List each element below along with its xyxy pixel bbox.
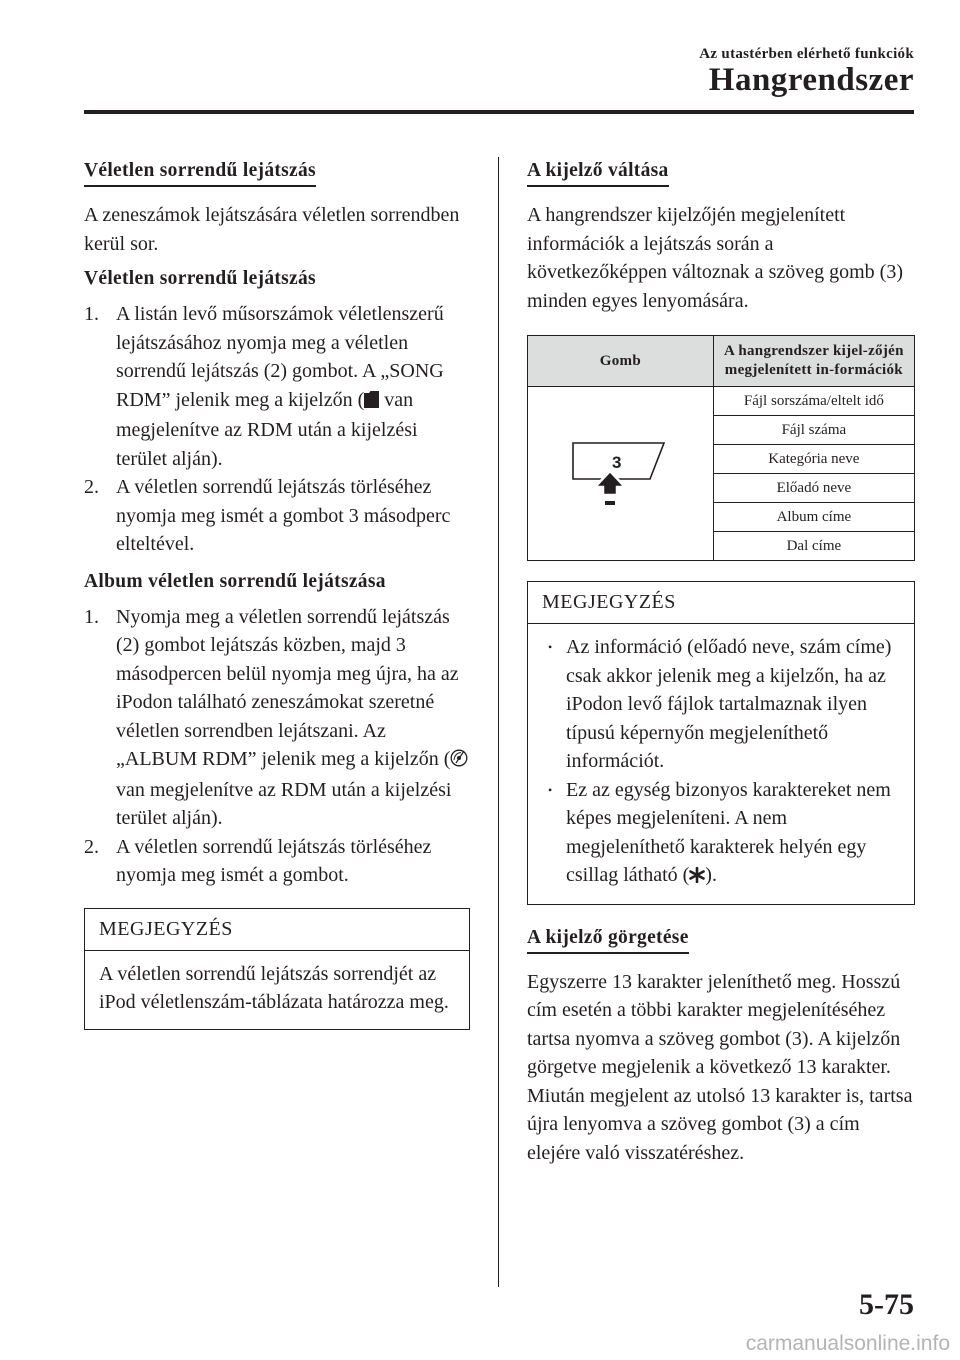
list-item: • Ez az egység bizonyos karaktereket nem képes megjeleníteni. A nem megjeleníthető karakterek helyén egy csillag látható ( ).: [542, 776, 900, 892]
text-button-illustration: [560, 421, 680, 521]
section-header: Az utastérben elérhető funkciók: [699, 46, 914, 62]
table-cell: Album címe: [713, 503, 914, 532]
album-random-steps: [84, 603, 470, 890]
list-item: • Az információ (előadó neve, szám címe) csak akkor jelenik meg a kijelzőn, ha az iPodon levő fájlok tartalmaznak ilyen típusú képernyőn megjeleníthető információt.: [542, 633, 900, 776]
watermark: carmanualsonline.info: [745, 1332, 950, 1355]
button-illustration-cell: [528, 387, 714, 561]
album-disc-icon: [450, 747, 468, 776]
song-random-steps: [84, 300, 470, 559]
display-info-table: [527, 335, 915, 561]
note-title: MEGJEGYZÉS: [528, 582, 914, 624]
left-column: [84, 160, 470, 1030]
table-cell: Előadó neve: [713, 474, 914, 503]
subheading-song-random: Véletlen sorrendű lejátszás: [84, 268, 316, 289]
column-divider: [498, 157, 499, 1287]
table-header-info: A hangrendszer kijel-zőjén megjelenített in-formációk: [713, 336, 914, 387]
note-body: [528, 624, 914, 904]
header-rule: [84, 110, 914, 114]
table-header-button: Gomb: [528, 336, 714, 387]
bullet-icon: •: [548, 640, 553, 654]
list-item: 1. A listán levő műsorszámok véletlenszerű lejátszásához nyomja meg a véletlen sorrendű lejátszás (2) gombot. A „SONG RDM” jelenik meg a kijelzőn ( van megjelenítve az RDM után a kijelzési terület alján).: [84, 303, 444, 470]
table-cell: Dal címe: [713, 532, 914, 561]
list-item: 2. A véletlen sorrendű lejátszás törléséhez nyomja meg ismét a gombot.: [84, 835, 432, 886]
press-arrow-icon: [595, 471, 625, 505]
note-body: A véletlen sorrendű lejátszás sorrendjét az iPod véletlenszám-táblázata határozza meg.: [99, 962, 449, 1013]
section-heading-scroll: A kijelző görgetése: [527, 927, 689, 954]
list-item: 2. A véletlen sorrendű lejátszás törléséhez nyomja meg ismét a gombot 3 másodperc elteltével.: [84, 476, 451, 555]
folder-icon: [364, 388, 379, 417]
table-cell: Fájl sorszáma/eltelt idő: [713, 387, 914, 416]
subheading-album-random: Album véletlen sorrendű lejátszása: [84, 570, 386, 592]
list-item: 1. Nyomja meg a véletlen sorrendű lejátszás (2) gombot lejátszás közben, majd 3 másodpercen belül nyomja meg újra, ha az iPodon található zeneszámokat szeretné véletlen sorrendben lejátszani. Az „ALBUM RDM” jelenik meg a kijelzőn ( van megjelenítve az RDM után a kijelzési terület alján).: [84, 603, 470, 833]
note-bullets: [542, 633, 900, 892]
note-box: [84, 908, 470, 1030]
bullet-icon: •: [548, 782, 553, 797]
right-column: [527, 160, 915, 1177]
table-row: [528, 387, 915, 416]
button-number-label: 3: [612, 453, 622, 472]
display-intro: A hangrendszer kijelzőjén megjelenített információk a lejátszás során a következőképpen változnak a szöveg gomb (3) minden egyes lenyomására.: [527, 204, 903, 312]
table-cell: Kategória neve: [713, 445, 914, 474]
asterisk-icon: [689, 863, 705, 892]
table-header-row: [528, 336, 915, 387]
scroll-text: Egyszerre 13 karakter jeleníthető meg. Hosszú cím esetén a többi karakter megjelenítéséhez tartsa nyomva a szöveg gombot (3). A kijelzőn görgetve megjelenik a következő 13 karakter. Miután megjelent az utolsó 13 karakter is, tartsa újra lenyomva a szöveg gombot (3) a cím elejére való visszatéréshez.: [527, 970, 913, 1164]
note-box: [527, 581, 915, 905]
page-number: 5-75: [859, 1288, 914, 1321]
random-intro: A zeneszámok lejátszására véletlen sorrendben kerül sor.: [84, 204, 460, 255]
section-heading-random: Véletlen sorrendű lejátszás: [84, 160, 316, 187]
chapter-title: Hangrendszer: [708, 62, 914, 98]
table-cell: Fájl száma: [713, 416, 914, 445]
section-heading-display: A kijelző váltása: [527, 160, 669, 187]
note-title: MEGJEGYZÉS: [85, 909, 469, 951]
